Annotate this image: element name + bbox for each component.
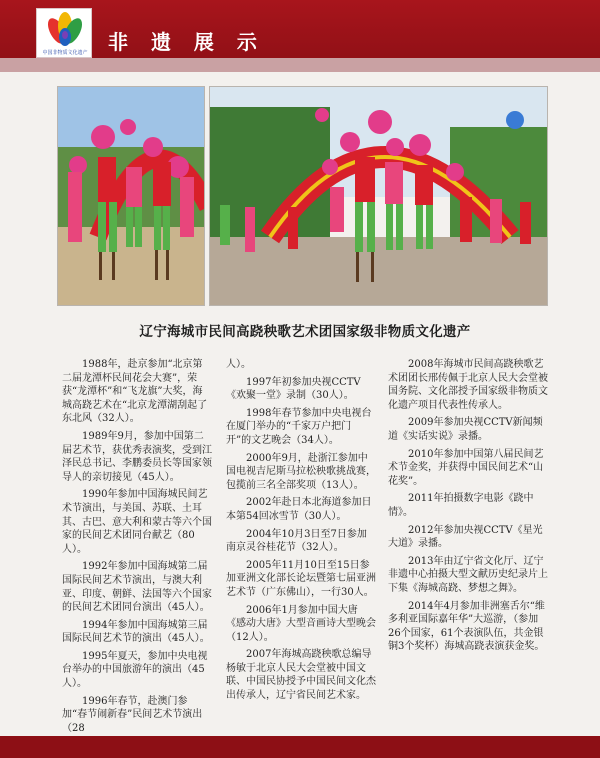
paragraph: 人）。	[226, 359, 251, 370]
text-column-3	[388, 358, 548, 658]
paragraph: 2000年9月，赴浙江参加中国电视吉尼斯马拉松秧歌挑战赛，包揽前三名全部奖项（13人）。	[226, 452, 376, 491]
logo-caption: 中国非物质文化遗产	[42, 50, 88, 56]
paragraph: 2011年拍摄数字电影《跷中情》。	[388, 493, 534, 518]
paragraph: 2006年1月参加中国大唐《感动大唐》大型音画诗大型晚会（12人）。	[226, 604, 376, 643]
paragraph: 1989年9月，参加中国第二届艺术节，获优秀表演奖，受到江泽民总书记、李鹏委员长等国家领导人的亲切接见（45人）。	[62, 430, 212, 483]
header-band	[0, 58, 600, 72]
photo-stilt-troupe-right	[209, 86, 548, 306]
paragraph: 1997年初参加央视CCTV《欢聚一堂》录制（30人）。	[226, 376, 361, 402]
flower-logo-icon	[37, 9, 93, 53]
paragraph: 1994年参加中国海城第三届国际民间艺术节的演出（45人）。	[62, 619, 210, 645]
paragraph: 1988年，赴京参加“北京第二届龙潭杯民间花会大赛”，荣获“龙潭杯”和“飞龙旗”大奖，海城高跷艺术在“北京龙潭湖刮起了东北风（32人）。	[62, 359, 208, 425]
paragraph: 2004年10月3日至7日参加南京灵谷桂花节（32人）。	[226, 528, 367, 554]
paragraph: 1996年春节，赴澳门参加“春节闹新春”民间艺术节演出（28	[62, 695, 203, 734]
paragraph: 2008年海城市民间高跷秧歌艺术团团长邢传佩于北京人民大会堂被国务院、文化部授予国家级非物质文化遗产项目代表性传承人。	[388, 359, 548, 411]
paragraph: 1990年参加中国海城民间艺术节演出，与美国、苏联、土耳其、古巴、意大利和蒙古等六个国家的民间艺术团同台献艺（80人）。	[62, 489, 212, 555]
text-column-2	[226, 358, 376, 707]
photo-stilt-dancers-left	[57, 86, 205, 306]
photo-caption: 辽宁海城市民间高跷秧歌艺术团国家级非物质文化遗产	[139, 324, 471, 340]
paragraph: 2010年参加中国第八届民间艺术节金奖，并获得中国民间艺术“山花奖”。	[388, 448, 544, 487]
paragraph: 1995年夏天，参加中央电视台举办的中国旅游年的演出（45人）。	[62, 650, 208, 690]
heritage-logo	[36, 8, 92, 58]
paragraph: 2014年4月参加非洲塞舌尔“维多利亚国际嘉年华”大巡游，（参加26个国家，61个表演队伍，共金银铜3个奖杯）海城高跷表演获金奖。	[388, 600, 545, 653]
paragraph: 1998年春节参加中央电视台在厦门举办的“千家万户把门开”的文艺晚会（34人）。	[226, 407, 372, 446]
paragraph: 1992年参加中国海城第二届国际民间艺术节演出，与澳大利亚、印度、朝鲜、法国等六个国家的民间艺术团同台演出（45人）。	[62, 561, 212, 614]
paragraph: 2005年11月10日至15日参加亚洲文化部长论坛暨第七届亚洲艺术节（广东佛山），一行30人。	[226, 559, 376, 598]
paragraph: 2012年参加央视CCTV《星光大道》录播。	[388, 524, 543, 550]
text-column-1	[62, 358, 212, 739]
section-title: 非 遗 展 示	[108, 30, 265, 54]
paragraph: 2013年由辽宁省文化厅、辽宁非遗中心拍摄大型文献历史纪录片上下集《海城高跷、梦想之舞》。	[388, 555, 548, 594]
paragraph: 2009年参加央视CCTV新闻频道《实话实说》录播。	[388, 417, 543, 442]
paragraph: 2007年海城高跷秧歌总编导杨敏于北京人民大会堂被中国文联、中国民协授予中国民间文化杰出传承人，辽宁省民间艺术家。	[226, 649, 376, 702]
paragraph: 2002年赴日本北海道参加日本第54回冰雪节（30人）。	[226, 497, 372, 522]
footer-band	[0, 736, 600, 758]
